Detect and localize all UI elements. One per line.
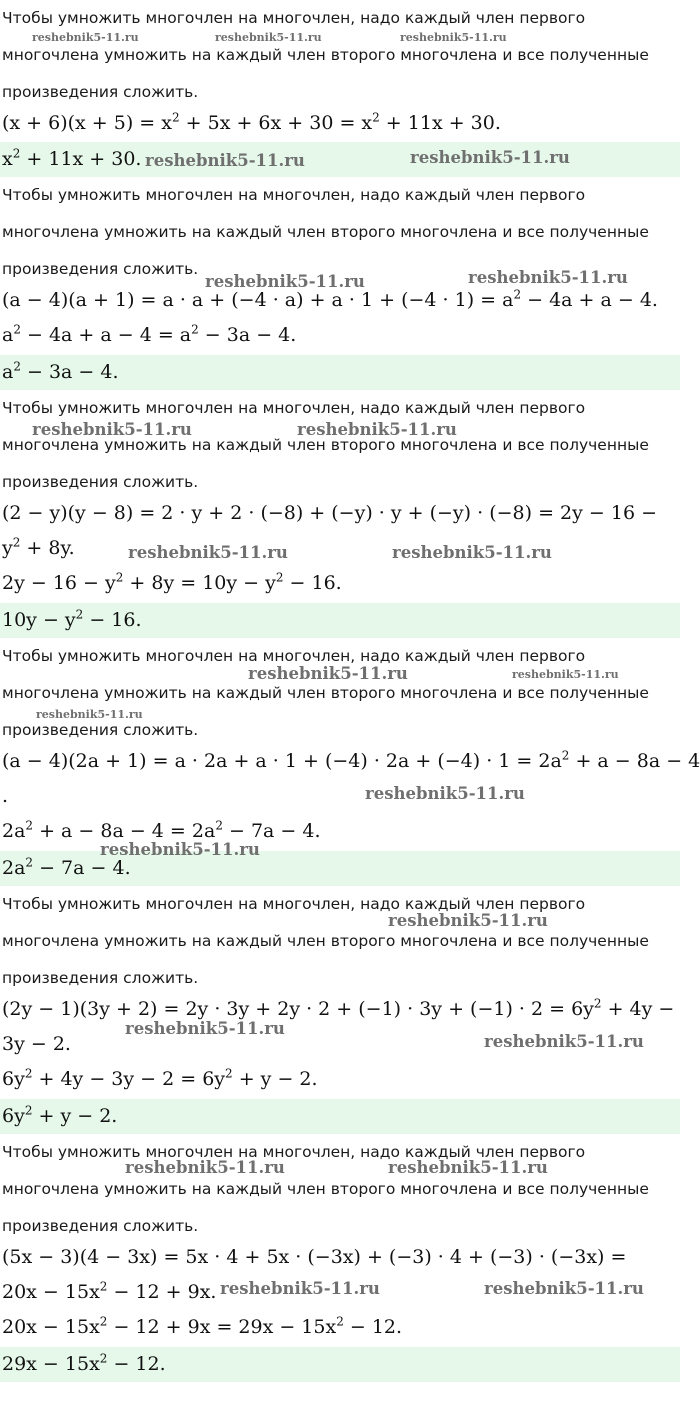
watermark: reshebnik5-11.ru [484,1279,644,1298]
solution-step: . [2,785,9,807]
rule-line-1: Чтобы умножить многочлен на многочлен, надо каждый член первого [2,895,586,913]
watermark: reshebnik5-11.ru [512,668,619,681]
rule-line-2: многочлена умножить на каждый член второго многочлена и все полученные [2,436,649,454]
watermark: reshebnik5-11.ru [220,1279,380,1298]
answer-text: $6y^2 + y - 2$. [2,1103,118,1127]
watermark: reshebnik5-11.ru [215,31,322,44]
watermark: reshebnik5-11.ru [410,148,570,167]
answer-text: $a^2 - 3a - 4$. [2,359,119,383]
rule-line-1: Чтобы умножить многочлен на многочлен, надо каждый член первого [2,399,586,417]
watermark: reshebnik5-11.ru [388,1158,548,1177]
watermark: reshebnik5-11.ru [248,664,408,683]
watermark: reshebnik5-11.ru [100,840,260,859]
answer-box [0,851,680,886]
rule-line-3: произведения сложить. [2,721,199,739]
solution-step: $2y - 16 - y^2 + 8y = 10y - y^2 - 16$. [2,570,342,594]
rule-line-1: Чтобы умножить многочлен на многочлен, надо каждый член первого [2,1143,586,1161]
solution-step: $6y^2 + 4y - 3y - 2 = 6y^2 + y - 2$. [2,1066,318,1090]
watermark: reshebnik5-11.ru [484,1032,644,1051]
answer-box [0,1347,680,1382]
watermark: reshebnik5-11.ru [32,31,139,44]
rule-line-3: произведения сложить. [2,969,199,987]
watermark: reshebnik5-11.ru [365,784,525,803]
rule-line-2: многочлена умножить на каждый член второго многочлена и все полученные [2,46,649,64]
solution-step: 3y − 2. [2,1033,71,1055]
rule-line-2: многочлена умножить на каждый член второго многочлена и все полученные [2,684,649,702]
rule-line-1: Чтобы умножить многочлен на многочлен, надо каждый член первого [2,647,586,665]
solution-step: $(a - 4)(2a + 1) = a \cdot 2a + a \cdot 1 + (-4) \cdot 2a + (-4) \cdot 1 = 2a^2 + a - 8a - 4$ [2,748,700,772]
answer-box [0,1099,680,1134]
answer-text: $2a^2 - 7a - 4$. [2,855,131,879]
solution-step: $(2y - 1)(3y + 2) = 2y \cdot 3y + 2y \cdot 2 + (-1) \cdot 3y + (-1) \cdot 2 = 6y^2 + 4y$ − [2,996,675,1020]
solution-step: $a^2 - 4a + a - 4 = a^2 - 3a - 4$. [2,322,297,346]
watermark: reshebnik5-11.ru [145,151,305,170]
watermark: reshebnik5-11.ru [392,543,552,562]
watermark: reshebnik5-11.ru [128,543,288,562]
watermark: reshebnik5-11.ru [125,1158,285,1177]
solution-step: $y^2 + 8y$. [2,535,75,559]
answer-box [0,603,680,638]
watermark: reshebnik5-11.ru [400,31,507,44]
watermark: reshebnik5-11.ru [388,911,548,930]
solution-step: $(a - 4)(a + 1) = a \cdot a + (-4 \cdot a) + a \cdot 1 + (-4 \cdot 1) = a^2 - 4a + a - 4$. [2,287,658,311]
solution-step: (5x − 3)(4 − 3x) = 5x · 4 + 5x · (−3x) + (−3) · 4 + (−3) · (−3x) = [2,1246,627,1268]
rule-line-2: многочлена умножить на каждый член второго многочлена и все полученные [2,223,649,241]
rule-line-1: Чтобы умножить многочлен на многочлен, надо каждый член первого [2,186,586,204]
answer-text: $x^2 + 11x + 30$. [2,146,142,170]
watermark: reshebnik5-11.ru [468,268,628,287]
answer-text: $10y - y^2 - 16$. [2,607,142,631]
rule-line-2: многочлена умножить на каждый член второго многочлена и все полученные [2,1180,649,1198]
watermark: reshebnik5-11.ru [36,708,143,721]
rule-line-2: многочлена умножить на каждый член второго многочлена и все полученные [2,932,649,950]
solution-step: $20x - 15x^2 - 12 + 9x = 29x - 15x^2 - 12$. [2,1314,403,1338]
answer-box [0,142,680,177]
solution-step: $2a^2 + a - 8a - 4 = 2a^2 - 7a - 4$. [2,818,321,842]
watermark: reshebnik5-11.ru [32,420,192,439]
answer-text: $29x - 15x^2 - 12$. [2,1351,166,1375]
solution-step: $20x - 15x^2 - 12 + 9x$. [2,1279,217,1303]
watermark: reshebnik5-11.ru [205,272,365,291]
solution-step: $(x + 6)(x + 5) = x^2 + 5x + 6x + 30 = x^2 + 11x + 30$. [2,110,501,134]
answer-box [0,355,680,390]
watermark: reshebnik5-11.ru [125,1019,285,1038]
rule-line-3: произведения сложить. [2,1217,199,1235]
rule-line-3: произведения сложить. [2,83,199,101]
rule-line-1: Чтобы умножить многочлен на многочлен, надо каждый член первого [2,9,586,27]
rule-line-3: произведения сложить. [2,260,199,278]
solution-step: (2 − y)(y − 8) = 2 · y + 2 · (−8) + (−y) · y + (−y) · (−8) = 2y − 16 − [2,502,657,524]
watermark: reshebnik5-11.ru [297,420,457,439]
rule-line-3: произведения сложить. [2,473,199,491]
